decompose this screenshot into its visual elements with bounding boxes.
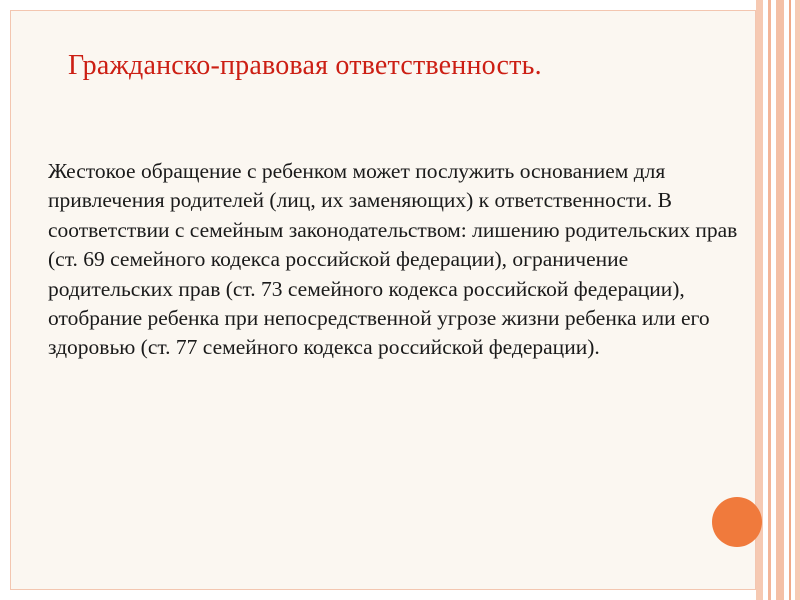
slide-title: Гражданско-правовая ответственность. [68, 50, 542, 81]
stripe [789, 0, 791, 600]
slide-body-text: Жестокое обращение с ребенком может послужить основанием для привлечения родителей (лиц, их заменяющих) к ответственности. В соответствии с семейным законодательством: лишению родительских прав (ст. 69 семейного кодекса российской федерации), ограничение родительских прав (ст. 73 семейного кодекса российской федерации), отобрание ребенка при непосредственной угрозе жизни ребенка или его здоровью (ст. 77 семейного кодекса российской федерации). [48, 159, 738, 360]
decorative-stripes [756, 0, 800, 600]
stripe [776, 0, 784, 600]
stripe [795, 0, 800, 600]
stripe [768, 0, 771, 600]
decorative-circle-icon [712, 497, 762, 547]
